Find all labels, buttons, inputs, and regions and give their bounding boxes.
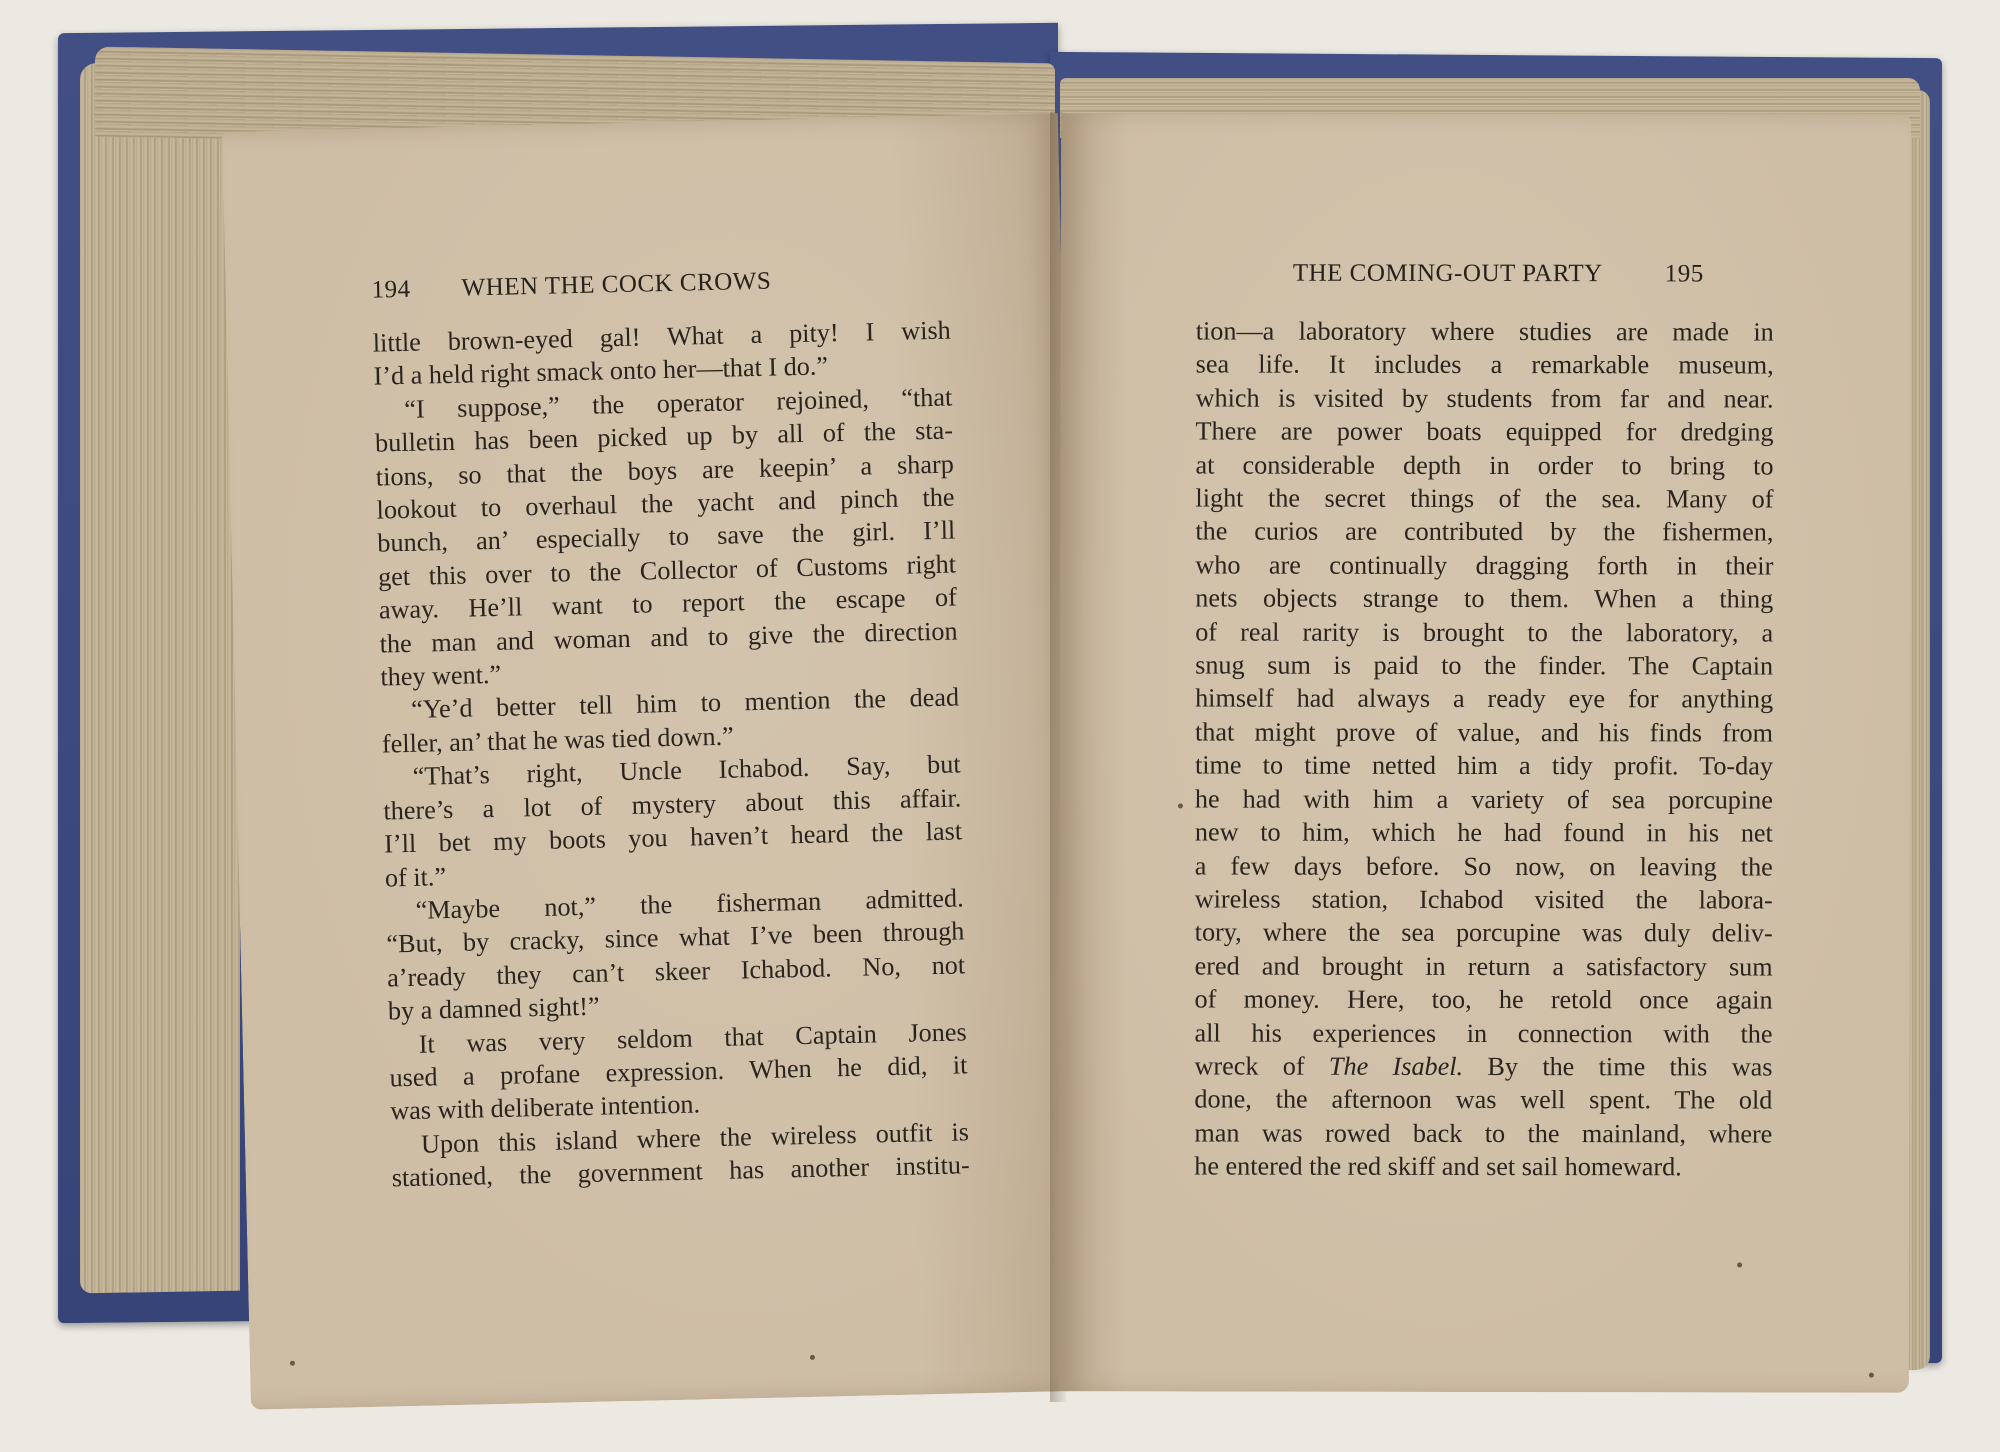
left-page xyxy=(222,113,1087,1410)
text-line: snug sum is paid to the finder. The Captain xyxy=(1195,650,1774,681)
paper-speck xyxy=(810,1355,815,1360)
text-line: time to time netted him a tidy profit. To-day xyxy=(1194,750,1774,781)
text-line-with-italic xyxy=(1194,1049,1772,1083)
left-page-header xyxy=(371,265,892,305)
text-line: himself had always a ready eye for anything xyxy=(1195,683,1774,714)
text-line: he entered the red skiff and set sail homeward. xyxy=(1194,1151,1682,1182)
right-page xyxy=(1059,113,1911,1392)
text-line: stationed, the government has another institu- xyxy=(391,1150,970,1193)
text-line: lookout to overhaul the yacht and pinch the xyxy=(376,482,955,525)
paper-speck xyxy=(1869,1373,1874,1378)
text-line: tory, where the sea porcupine was duly deliv- xyxy=(1194,917,1773,948)
text-line: of it.” xyxy=(384,861,447,892)
ship-name-italic: The Isabel. xyxy=(1328,1051,1464,1081)
text-line: he had with him a variety of sea porcupine xyxy=(1194,784,1773,815)
text-fragment: wreck of xyxy=(1194,1051,1329,1081)
text-line: “I suppose,” the operator rejoined, “that xyxy=(404,382,953,424)
page-edges-left xyxy=(80,61,240,1294)
right-page-text xyxy=(1194,314,1774,1184)
text-line: which is visited by students from far and near. xyxy=(1195,383,1774,414)
text-line: away. He’ll want to report the escape of xyxy=(378,582,958,625)
text-line: “But, by cracky, since what I’ve been through xyxy=(386,916,965,959)
text-line: feller, an’ that he was tied down.” xyxy=(381,721,735,759)
text-line: bulletin has been picked up by all of the sta- xyxy=(374,415,954,458)
text-line: nets objects strange to them. When a thing xyxy=(1195,583,1774,614)
text-line: used a profane expression. When he did, it xyxy=(389,1050,968,1093)
left-page-number: 194 xyxy=(371,275,411,304)
text-line: man was rowed back to the mainland, where xyxy=(1194,1118,1773,1149)
text-line: Upon this island where the wireless outfit is xyxy=(420,1117,970,1159)
text-line: by a damned sight!” xyxy=(387,991,600,1026)
text-line: wireless station, Ichabod visited the labora- xyxy=(1194,884,1773,915)
text-line: “That’s right, Uncle Ichabod. Say, but xyxy=(412,749,961,792)
text-line: sea life. It includes a remarkable museum, xyxy=(1195,349,1774,380)
text-line: It was very seldom that Captain Jones xyxy=(418,1016,967,1059)
text-line: new to him, which he had found in his net xyxy=(1194,817,1773,848)
text-line: the curios are contributed by the fishermen, xyxy=(1195,516,1774,547)
text-line: there’s a lot of mystery about this affair. xyxy=(383,783,962,826)
text-line: little brown-eyed gal! What a pity! I wish xyxy=(372,315,952,358)
text-line: of real rarity is brought to the laboratory, a xyxy=(1195,617,1774,648)
text-line: There are power boats equipped for dredging xyxy=(1195,416,1774,447)
text-line: who are continually dragging forth in their xyxy=(1195,550,1774,581)
text-line: “Ye’d better tell him to mention the dead xyxy=(410,682,960,725)
text-line: was with deliberate intention. xyxy=(389,1089,701,1126)
text-line: a’ready they can’t skeer Ichabod. No, not xyxy=(386,950,966,993)
text-line: I’d a held right smack onto her—that I do.” xyxy=(373,351,829,392)
paper-speck xyxy=(290,1361,295,1366)
right-page-number: 195 xyxy=(1664,260,1704,288)
text-line: the man and woman and to give the direction xyxy=(379,616,958,659)
right-page-header xyxy=(1293,260,1793,289)
left-page-text xyxy=(372,314,970,1195)
paper-speck xyxy=(1737,1262,1742,1267)
text-line: light the secret things of the sea. Many of xyxy=(1195,483,1774,514)
text-line: “Maybe not,” the fisherman admitted. xyxy=(415,883,964,925)
text-line: I’ll bet my boots you haven’t heard the last xyxy=(383,816,963,859)
text-line: get this over to the Collector of Customs right xyxy=(377,549,957,592)
text-line: tions, so that the boys are keepin’ a sharp xyxy=(375,449,955,492)
text-line: at considerable depth in order to bring to xyxy=(1195,450,1774,481)
text-line: done, the afternoon was well spent. The old xyxy=(1194,1084,1773,1115)
left-running-head: WHEN THE COCK CROWS xyxy=(461,267,772,302)
right-running-head: THE COMING-OUT PARTY xyxy=(1292,259,1603,288)
text-line: ered and brought in return a satisfactory sum xyxy=(1194,951,1773,982)
text-line: a few days before. So now, on leaving the xyxy=(1194,850,1773,882)
text-line: that might prove of value, and his finds from xyxy=(1195,717,1774,748)
text-line: bunch, an’ especially to save the girl. I’ll xyxy=(377,515,956,559)
text-line: of money. Here, too, he retold once again xyxy=(1194,984,1773,1015)
text-line: all his experiences in connection with the xyxy=(1194,1018,1773,1049)
text-line: they went.” xyxy=(380,659,502,692)
text-fragment: By the time this was xyxy=(1463,1051,1773,1082)
paper-speck xyxy=(1178,803,1183,808)
text-line: tion—a laboratory where studies are made in xyxy=(1195,316,1774,347)
